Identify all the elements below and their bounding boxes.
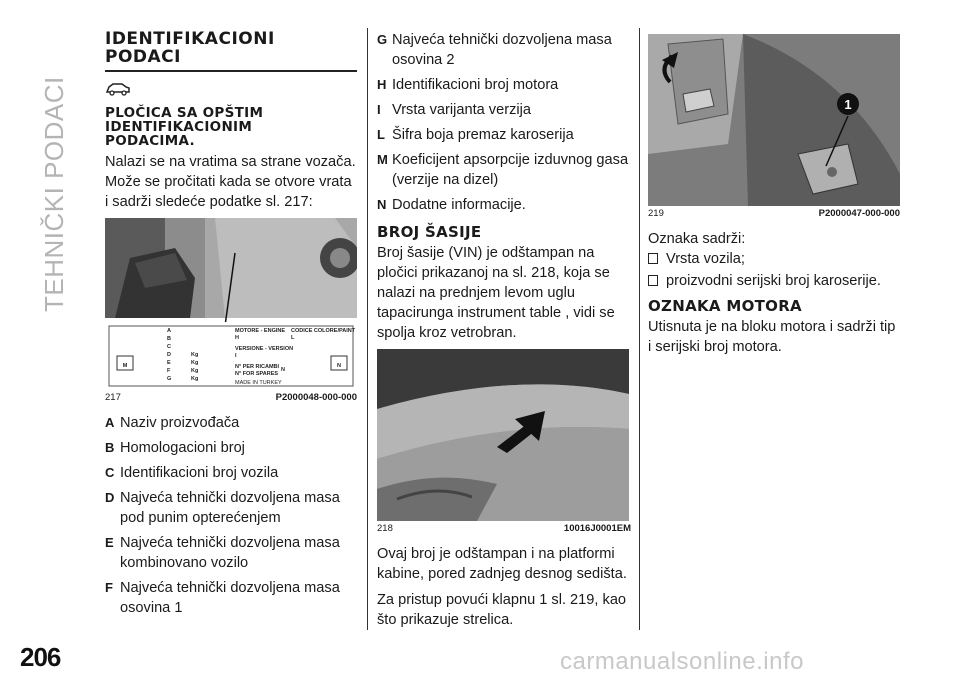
checkbox-icon: [648, 253, 658, 264]
figure-219-image: [648, 34, 900, 206]
column-divider-2: [639, 28, 640, 630]
label-n-box: N: [337, 362, 341, 369]
label-letter-a: A: [167, 327, 171, 334]
legend-item-letter: H: [377, 77, 387, 92]
figure-218-number: 218: [377, 523, 393, 534]
main-heading-line-2: PODACI: [105, 47, 181, 67]
heading-divider: [105, 70, 357, 72]
legend-item-letter: I: [377, 102, 381, 117]
label-letter-d: D: [167, 351, 171, 358]
figure-219-number: 219: [648, 208, 664, 219]
legend-item-letter: M: [377, 152, 388, 167]
legend-item: [105, 463, 357, 483]
label-kg-3: Kg: [191, 367, 199, 374]
figure-217-image: [105, 218, 357, 390]
main-heading-line-1: IDENTIFIKACIONI: [105, 29, 275, 49]
legend-item-text: Najveća tehnički dozvoljena masa osovina 1: [120, 579, 340, 616]
figure-219-caption: [648, 208, 900, 219]
figure-217: [105, 218, 357, 390]
legend-item-letter: F: [105, 579, 113, 595]
label-ricambi-1: N° PER RICAMBI: [235, 363, 280, 370]
section-title-line-1: PLOČICA SA OPŠTIM: [105, 104, 264, 121]
label-motore: MOTORE - ENGINE: [235, 327, 286, 334]
section-title-chassis: BROJ ŠASIJE: [377, 223, 482, 241]
section-title-engine: OZNAKA MOTORA: [648, 297, 802, 315]
legend-item: [377, 195, 631, 215]
column-3: [648, 34, 900, 363]
label-i: I: [235, 352, 237, 359]
legend-item-letter: N: [377, 197, 387, 212]
chassis-intro: Broj šasije (VIN) je odštampan na pločici prikazanoj na sl. 218, koja se nalazi na prednjem levom uglu tapacirunga instrument table , vidi se spolja kroz vetrobran.: [377, 245, 615, 341]
legend-item-letter: E: [105, 534, 114, 550]
legend-item-letter: G: [377, 32, 388, 47]
chapter-title-text: TEHNIČKI PODACI: [39, 76, 69, 312]
col1-item-list: [105, 413, 357, 618]
bullet-item: [648, 271, 900, 291]
main-heading: [105, 30, 357, 66]
legend-item-letter: A: [105, 414, 115, 430]
column-divider-1: [367, 28, 368, 630]
legend-item: [105, 488, 357, 528]
legend-item-text: Najveća tehnički dozvoljena masa pod punim opterećenjem: [120, 489, 340, 526]
figure-217-code: P2000048-000-000: [275, 391, 357, 403]
section-title-line-3: PODACIMA.: [105, 132, 195, 149]
figure-218-image: [377, 349, 629, 521]
legend-item-text: Dodatne informacije.: [392, 197, 526, 213]
bullet-text: Vrsta vozila;: [666, 251, 745, 267]
legend-item: [377, 100, 631, 120]
plate-intro: Nalazi se na vratima sa strane vozača. Može se pročitati kada se otvore vrata i sadrži sledeće podatke sl. 217:: [105, 153, 356, 210]
watermark: carmanualsonline.info: [560, 648, 804, 675]
bullet-item: [648, 249, 900, 269]
label-codice: CODICE COLORE/PAINT: [291, 327, 356, 334]
figure-218-code: 10016J0001EM: [563, 523, 631, 534]
label-ricambi-2: N° FOR SPARES: [235, 370, 279, 377]
legend-item-text: Homologacioni broj: [120, 439, 245, 456]
legend-item: [377, 30, 631, 70]
legend-item: [377, 75, 631, 95]
legend-item-text: Koeficijent apsorpcije izduvnog gasa (verzije na dizel): [392, 152, 629, 188]
label-kg-4: Kg: [191, 375, 199, 382]
engine-text: Utisnuta je na bloku motora i sadrži tip i serijski broj motora.: [648, 319, 896, 355]
legend-item-text: Identifikacioni broj vozila: [120, 464, 279, 481]
legend-item: [105, 578, 357, 618]
figure-217-number: 217: [105, 391, 121, 403]
chassis-para-2: Ovaj broj je odštampan i na platformi kabine, pored zadnjeg desnog sedišta.: [377, 546, 627, 582]
column-2: [377, 30, 631, 636]
legend-item-text: Identifikacioni broj motora: [392, 77, 559, 93]
legend-item-text: Najveća tehnički dozvoljena masa kombinovano vozilo: [120, 534, 340, 571]
oznaka-contains-label: Oznaka sadrži:: [648, 231, 746, 247]
figure-219-code: P2000047-000-000: [818, 208, 900, 219]
bullet-text: proizvodni serijski broj karoserije.: [666, 273, 881, 289]
label-kg-2: Kg: [191, 359, 199, 366]
legend-item-letter: B: [105, 439, 115, 455]
legend-item-letter: D: [105, 489, 115, 505]
legend-item: [377, 125, 631, 145]
label-m-box: M: [122, 362, 128, 369]
section-title-line-2: IDENTIFIKACIONIM: [105, 118, 253, 135]
label-n-letter: N: [281, 366, 285, 373]
label-kg-1: Kg: [191, 351, 199, 358]
figure-219: [648, 34, 900, 206]
column-1: [105, 20, 357, 623]
label-h: H: [235, 334, 239, 341]
label-letter-e: E: [167, 359, 171, 366]
legend-item-text: Naziv proizvođača: [120, 414, 240, 431]
legend-item-text: Šifra boja premaz karoserija: [392, 127, 574, 143]
label-letter-c: C: [167, 343, 171, 350]
figure-218: [377, 349, 629, 521]
legend-item-text: Najveća tehnički dozvoljena masa osovina 2: [392, 32, 612, 68]
figure-218-caption: [377, 523, 631, 534]
page-number: 206: [20, 642, 61, 672]
legend-item-letter: L: [377, 127, 385, 142]
legend-item-text: Vrsta varijanta verzija: [392, 102, 531, 118]
col2-item-list: [377, 30, 631, 215]
label-letter-b: B: [167, 335, 171, 342]
label-made-in: MADE IN TURKEY: [235, 379, 282, 386]
figure-219-callout: 1: [844, 97, 852, 112]
figure-217-caption: [105, 392, 357, 403]
label-l: L: [291, 334, 295, 341]
label-letter-f: F: [167, 367, 171, 374]
legend-item: [105, 533, 357, 573]
chassis-para-3: Za pristup povući klapnu 1 sl. 219, kao što prikazuje strelica.: [377, 592, 627, 628]
legend-item: [377, 150, 631, 190]
checkbox-icon: [648, 275, 658, 286]
legend-item-letter: C: [105, 464, 115, 480]
chapter-title-vertical: [8, 22, 80, 322]
legend-item: [105, 413, 357, 433]
legend-item: [105, 438, 357, 458]
label-letter-g: G: [167, 375, 172, 382]
car-icon: [105, 80, 357, 100]
section-title-plate: [105, 106, 357, 148]
col3-bullet-list: [648, 249, 900, 291]
label-versione: VERSIONE - VERSION: [235, 345, 294, 352]
